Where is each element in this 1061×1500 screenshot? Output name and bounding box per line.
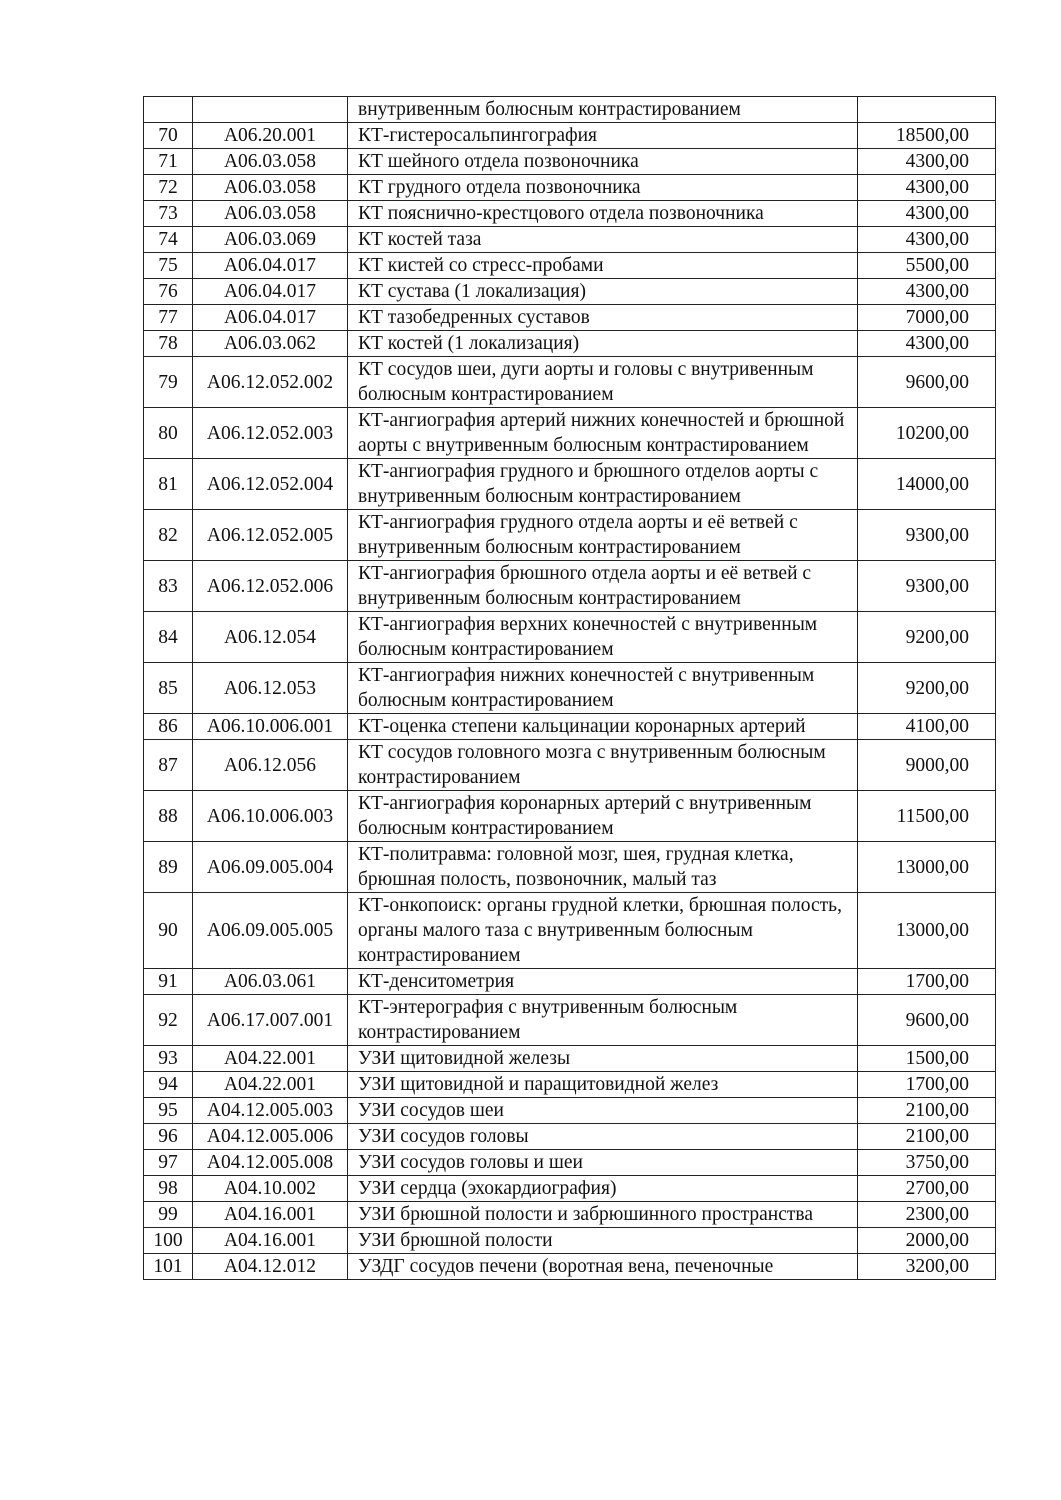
row-number-cell: 99 (144, 1202, 193, 1228)
price-table (143, 96, 996, 1280)
service-code-cell: A04.10.002 (193, 1176, 348, 1202)
table-row (144, 714, 996, 740)
row-number-cell: 86 (144, 714, 193, 740)
service-name-cell: КТ-гистеросальпингография (348, 123, 858, 149)
price-list-page (143, 96, 983, 1280)
service-name-cell: УЗИ сосудов головы (348, 1124, 858, 1150)
service-name-cell: УЗДГ сосудов печени (воротная вена, печеночные (348, 1254, 858, 1280)
table-row (144, 123, 996, 149)
price-cell: 9600,00 (858, 995, 996, 1046)
service-code-cell: A06.12.052.004 (193, 459, 348, 510)
service-name-cell: КТ-политравма: головной мозг, шея, грудная клетка, брюшная полость, позвоночник, малый таз (348, 842, 858, 893)
service-code-cell: A04.12.005.006 (193, 1124, 348, 1150)
service-code-cell: A06.12.056 (193, 740, 348, 791)
table-row (144, 663, 996, 714)
price-cell: 1500,00 (858, 1046, 996, 1072)
row-number-cell: 82 (144, 510, 193, 561)
service-name-cell: КТ-оценка степени кальцинации коронарных артерий (348, 714, 858, 740)
table-row (144, 1150, 996, 1176)
row-number-cell: 96 (144, 1124, 193, 1150)
price-cell: 10200,00 (858, 408, 996, 459)
price-cell: 2700,00 (858, 1176, 996, 1202)
price-cell: 4300,00 (858, 201, 996, 227)
row-number-cell: 95 (144, 1098, 193, 1124)
price-cell: 4300,00 (858, 331, 996, 357)
row-number-cell: 79 (144, 357, 193, 408)
service-name-cell: КТ-ангиография брюшного отдела аорты и её ветвей с внутривенным болюсным контрастированием (348, 561, 858, 612)
service-code-cell: A06.03.058 (193, 149, 348, 175)
row-number-cell: 84 (144, 612, 193, 663)
table-row (144, 201, 996, 227)
service-code-cell: A04.12.012 (193, 1254, 348, 1280)
price-cell: 2300,00 (858, 1202, 996, 1228)
service-name-cell: КТ грудного отдела позвоночника (348, 175, 858, 201)
service-name-cell: УЗИ сердца (эхокардиография) (348, 1176, 858, 1202)
price-cell: 4300,00 (858, 149, 996, 175)
service-code-cell: A06.12.052.005 (193, 510, 348, 561)
price-cell: 3750,00 (858, 1150, 996, 1176)
service-name-cell: КТ-ангиография грудного отдела аорты и её ветвей с внутривенным болюсным контрастированием (348, 510, 858, 561)
price-cell: 2100,00 (858, 1124, 996, 1150)
row-number-cell: 89 (144, 842, 193, 893)
table-row (144, 1228, 996, 1254)
service-code-cell: A06.04.017 (193, 305, 348, 331)
service-code-cell: A04.22.001 (193, 1046, 348, 1072)
price-cell: 2100,00 (858, 1098, 996, 1124)
table-row (144, 279, 996, 305)
service-code-cell: A06.17.007.001 (193, 995, 348, 1046)
service-name-cell: внутривенным болюсным контрастированием (348, 97, 858, 123)
table-row (144, 331, 996, 357)
price-cell: 13000,00 (858, 842, 996, 893)
price-cell: 4300,00 (858, 279, 996, 305)
table-row (144, 253, 996, 279)
price-cell: 7000,00 (858, 305, 996, 331)
price-cell: 9000,00 (858, 740, 996, 791)
service-code-cell: A04.12.005.008 (193, 1150, 348, 1176)
table-row (144, 1072, 996, 1098)
row-number-cell: 98 (144, 1176, 193, 1202)
table-row (144, 227, 996, 253)
table-row (144, 995, 996, 1046)
row-number-cell: 88 (144, 791, 193, 842)
row-number-cell: 93 (144, 1046, 193, 1072)
table-row (144, 510, 996, 561)
service-name-cell: КТ шейного отдела позвоночника (348, 149, 858, 175)
service-code-cell: A06.09.005.005 (193, 893, 348, 969)
service-name-cell: КТ костей (1 локализация) (348, 331, 858, 357)
row-number-cell: 77 (144, 305, 193, 331)
price-cell: 9200,00 (858, 663, 996, 714)
service-name-cell: КТ-ангиография коронарных артерий с внутривенным болюсным контрастированием (348, 791, 858, 842)
service-code-cell: A06.04.017 (193, 253, 348, 279)
service-name-cell: КТ-онкопоиск: органы грудной клетки, брюшная полость, органы малого таза с внутривенным болюсным контрастированием (348, 893, 858, 969)
service-name-cell: КТ сустава (1 локализация) (348, 279, 858, 305)
table-row (144, 459, 996, 510)
row-number-cell: 92 (144, 995, 193, 1046)
price-cell: 11500,00 (858, 791, 996, 842)
price-cell: 4300,00 (858, 227, 996, 253)
price-cell: 2000,00 (858, 1228, 996, 1254)
service-code-cell: A06.10.006.003 (193, 791, 348, 842)
service-name-cell: КТ-ангиография артерий нижних конечностей и брюшной аорты с внутривенным болюсным контрастированием (348, 408, 858, 459)
service-code-cell: A06.20.001 (193, 123, 348, 149)
price-cell: 9600,00 (858, 357, 996, 408)
price-table-body (144, 97, 996, 1280)
price-cell: 3200,00 (858, 1254, 996, 1280)
row-number-cell: 87 (144, 740, 193, 791)
price-cell: 9300,00 (858, 510, 996, 561)
table-row (144, 791, 996, 842)
table-row (144, 1176, 996, 1202)
price-cell: 1700,00 (858, 969, 996, 995)
table-row (144, 408, 996, 459)
row-number-cell: 75 (144, 253, 193, 279)
service-code-cell: A06.12.053 (193, 663, 348, 714)
service-code-cell: A06.04.017 (193, 279, 348, 305)
row-number-cell: 71 (144, 149, 193, 175)
price-cell (858, 97, 996, 123)
service-name-cell: УЗИ щитовидной и паращитовидной желез (348, 1072, 858, 1098)
service-name-cell: УЗИ сосудов шеи (348, 1098, 858, 1124)
price-cell: 1700,00 (858, 1072, 996, 1098)
service-code-cell: A06.03.058 (193, 201, 348, 227)
service-code-cell: A04.16.001 (193, 1202, 348, 1228)
service-code-cell: A06.03.058 (193, 175, 348, 201)
row-number-cell: 80 (144, 408, 193, 459)
service-code-cell: A06.09.005.004 (193, 842, 348, 893)
table-row (144, 357, 996, 408)
service-code-cell: A06.10.006.001 (193, 714, 348, 740)
service-name-cell: КТ-ангиография верхних конечностей с внутривенным болюсным контрастированием (348, 612, 858, 663)
service-name-cell: УЗИ брюшной полости и забрюшинного пространства (348, 1202, 858, 1228)
service-name-cell: КТ пояснично-крестцового отдела позвоночника (348, 201, 858, 227)
service-code-cell: A04.12.005.003 (193, 1098, 348, 1124)
row-number-cell: 76 (144, 279, 193, 305)
price-cell: 9300,00 (858, 561, 996, 612)
service-name-cell: КТ-энтерография с внутривенным болюсным контрастированием (348, 995, 858, 1046)
table-row (144, 1098, 996, 1124)
service-name-cell: УЗИ брюшной полости (348, 1228, 858, 1254)
price-cell: 9200,00 (858, 612, 996, 663)
service-code-cell: A06.12.054 (193, 612, 348, 663)
row-number-cell (144, 97, 193, 123)
table-row (144, 740, 996, 791)
row-number-cell: 100 (144, 1228, 193, 1254)
row-number-cell: 72 (144, 175, 193, 201)
service-name-cell: КТ костей таза (348, 227, 858, 253)
table-row (144, 893, 996, 969)
table-row (144, 1124, 996, 1150)
service-code-cell: A04.22.001 (193, 1072, 348, 1098)
row-number-cell: 91 (144, 969, 193, 995)
price-cell: 13000,00 (858, 893, 996, 969)
service-name-cell: КТ-ангиография грудного и брюшного отделов аорты с внутривенным болюсным контрастированием (348, 459, 858, 510)
service-name-cell: КТ сосудов головного мозга с внутривенным болюсным контрастированием (348, 740, 858, 791)
service-name-cell: КТ тазобедренных суставов (348, 305, 858, 331)
row-number-cell: 83 (144, 561, 193, 612)
service-name-cell: КТ-ангиография нижних конечностей с внутривенным болюсным контрастированием (348, 663, 858, 714)
service-code-cell: A06.03.069 (193, 227, 348, 253)
price-cell: 14000,00 (858, 459, 996, 510)
table-row-continuation (144, 97, 996, 123)
price-cell: 4100,00 (858, 714, 996, 740)
row-number-cell: 81 (144, 459, 193, 510)
service-name-cell: КТ сосудов шеи, дуги аорты и головы с внутривенным болюсным контрастированием (348, 357, 858, 408)
row-number-cell: 74 (144, 227, 193, 253)
table-row (144, 149, 996, 175)
table-row (144, 305, 996, 331)
service-name-cell: КТ-денситометрия (348, 969, 858, 995)
table-row (144, 969, 996, 995)
table-row (144, 1046, 996, 1072)
row-number-cell: 85 (144, 663, 193, 714)
row-number-cell: 94 (144, 1072, 193, 1098)
service-name-cell: КТ кистей со стресс-пробами (348, 253, 858, 279)
row-number-cell: 97 (144, 1150, 193, 1176)
row-number-cell: 101 (144, 1254, 193, 1280)
table-row (144, 842, 996, 893)
price-cell: 18500,00 (858, 123, 996, 149)
row-number-cell: 73 (144, 201, 193, 227)
table-row (144, 561, 996, 612)
service-name-cell: УЗИ сосудов головы и шеи (348, 1150, 858, 1176)
row-number-cell: 70 (144, 123, 193, 149)
service-name-cell: УЗИ щитовидной железы (348, 1046, 858, 1072)
row-number-cell: 78 (144, 331, 193, 357)
service-code-cell: A06.12.052.006 (193, 561, 348, 612)
table-row (144, 612, 996, 663)
service-code-cell: A06.03.062 (193, 331, 348, 357)
table-row (144, 1254, 996, 1280)
service-code-cell: A06.12.052.003 (193, 408, 348, 459)
table-row (144, 1202, 996, 1228)
service-code-cell: A04.16.001 (193, 1228, 348, 1254)
row-number-cell: 90 (144, 893, 193, 969)
service-code-cell: A06.12.052.002 (193, 357, 348, 408)
service-code-cell (193, 97, 348, 123)
price-cell: 4300,00 (858, 175, 996, 201)
table-row (144, 175, 996, 201)
price-cell: 5500,00 (858, 253, 996, 279)
service-code-cell: A06.03.061 (193, 969, 348, 995)
